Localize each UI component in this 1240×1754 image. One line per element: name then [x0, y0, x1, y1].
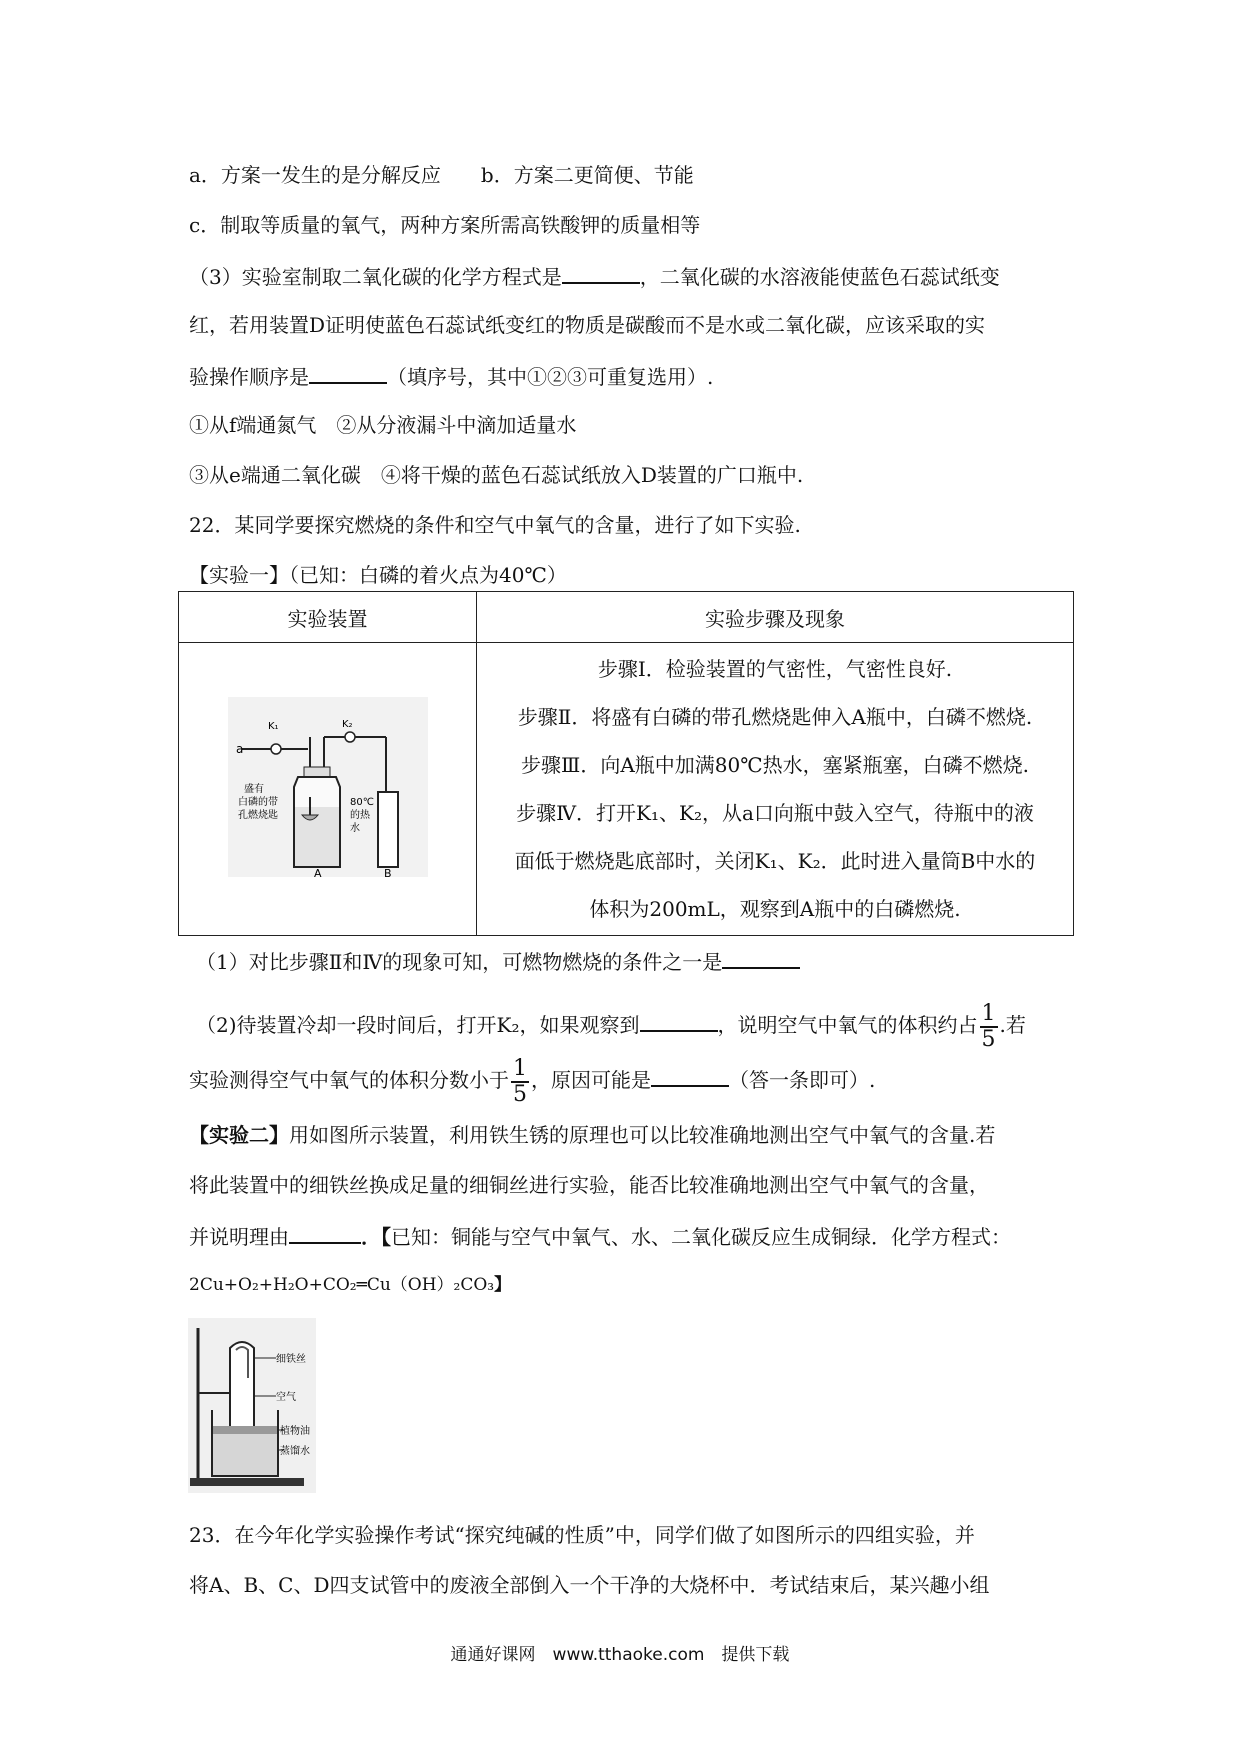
q23-line2: 将A、B、C、D四支试管中的废液全部倒入一个干净的大烧杯中．考试结束后，某兴趣小组 [189, 1573, 990, 1597]
answer-blank[interactable] [640, 1008, 718, 1032]
q22-exp2-line2: 将此装置中的细铁丝换成足量的细铜丝进行实验，能否比较准确地测出空气中氧气的含量， [189, 1173, 989, 1197]
svg-text:孔燃烧匙: 孔燃烧匙 [237, 809, 278, 821]
step-4a: 步骤Ⅳ．打开K₁、K₂，从a口向瓶中鼓入空气，待瓶中的液 [516, 801, 1034, 825]
q21-options-12: ①从f端通氮气 ②从分液漏斗中滴加适量水 [189, 413, 577, 437]
svg-text:A: A [313, 866, 322, 877]
page-footer: 通通好课网 www.tthaoke.com 提供下载 [450, 1645, 790, 1665]
q21-option-c: c．制取等质量的氧气，两种方案所需高铁酸钾的质量相等 [189, 213, 701, 237]
q22-part2-line1: （2)待装置冷却一段时间后，打开K₂，如果观察到 ，说明空气中氧气的体积约占 $\frac{1}{5}$ .若 [196, 1000, 1026, 1052]
svg-text:细铁丝: 细铁丝 [276, 1354, 306, 1365]
experiment-table [178, 591, 1074, 936]
svg-text:的热: 的热 [349, 809, 370, 821]
answer-blank[interactable] [651, 1063, 729, 1087]
q22-exp1-title: 【实验一】（已知：白磷的着火点为40℃） [189, 563, 567, 587]
svg-text:B: B [383, 866, 392, 877]
q21-options-34: ③从e端通二氧化碳 ④将干燥的蓝色石蕊试纸放入D装置的广口瓶中. [189, 463, 804, 487]
svg-text:水: 水 [349, 822, 360, 834]
q22-intro: 22．某同学要探究燃烧的条件和空气中氧气的含量，进行了如下实验. [189, 513, 801, 537]
q21-part3-line1: （3）实验室制取二氧化碳的化学方程式是 ，二氧化碳的水溶液能使蓝色石蕊试纸变 [189, 260, 1000, 292]
q23-line1: 23．在今年化学实验操作考试“探究纯碱的性质”中，同学们做了如图所示的四组实验，并 [189, 1523, 975, 1547]
step-2: 步骤Ⅱ．将盛有白磷的带孔燃烧匙伸入A瓶中，白磷不燃烧. [517, 705, 1033, 729]
table-header-apparatus: 实验装置 [179, 592, 477, 643]
answer-blank[interactable] [289, 1220, 361, 1244]
answer-blank[interactable] [562, 260, 640, 284]
apparatus-cell [179, 643, 477, 936]
svg-text:盛有: 盛有 [243, 783, 264, 795]
q22-exp2-line1: 【实验二】用如图所示装置，利用铁生锈的原理也可以比较准确地测出空气中氧气的含量.若 [189, 1123, 996, 1147]
combustion-apparatus-figure [228, 697, 428, 877]
q21-option-ab: a．方案一发生的是分解反应 b．方案二更简便、节能 [189, 163, 694, 187]
answer-blank[interactable] [309, 360, 387, 384]
svg-text:a: a [235, 741, 243, 756]
svg-text:植物油: 植物油 [280, 1426, 310, 1437]
svg-text:K₁: K₁ [267, 720, 279, 732]
q22-part1: （1）对比步骤Ⅱ和Ⅳ的现象可知，可燃物燃烧的条件之一是 [196, 945, 800, 977]
step-1: 步骤Ⅰ．检验装置的气密性，气密性良好. [597, 657, 953, 681]
fraction-one-fifth: $\frac{1}{5}$ [513, 1055, 527, 1107]
steps-cell [477, 643, 1074, 936]
svg-text:80℃: 80℃ [349, 796, 374, 808]
step-3: 步骤Ⅲ．向A瓶中加满80℃热水，塞紧瓶塞，白磷不燃烧. [521, 753, 1029, 777]
svg-text:K₂: K₂ [341, 718, 353, 730]
iron-rust-apparatus-figure [188, 1318, 316, 1493]
step-4c: 体积为200mL，观察到A瓶中的白磷燃烧. [589, 897, 961, 921]
q22-part2-line2: 实验测得空气中氧气的体积分数小于 $\frac{1}{5}$ ，原因可能是 （答一条即可）. [189, 1055, 876, 1107]
svg-text:白磷的带: 白磷的带 [237, 796, 278, 808]
q22-equation: 2Cu+O₂+H₂O+CO₂═Cu（OH）₂CO₃】 [189, 1275, 512, 1295]
table-header-steps: 实验步骤及现象 [477, 592, 1074, 643]
answer-blank[interactable] [722, 945, 800, 969]
q22-exp2-line3: 并说明理由 ．【已知：铜能与空气中氧气、水、二氧化碳反应生成铜绿．化学方程式： [189, 1220, 1011, 1252]
svg-text:空气: 空气 [276, 1392, 296, 1403]
fraction-one-fifth: $\frac{1}{5}$ [981, 1000, 996, 1052]
q21-part3-line3: 验操作顺序是 （填序号，其中①②③可重复选用）. [189, 360, 713, 392]
svg-text:蒸馏水: 蒸馏水 [280, 1446, 310, 1457]
q21-part3-line2: 红，若用装置D证明使蓝色石蕊试纸变红的物质是碳酸而不是水或二氧化碳，应该采取的实 [189, 313, 986, 337]
step-4b: 面低于燃烧匙底部时，关闭K₁、K₂．此时进入量筒B中水的 [514, 849, 1036, 873]
